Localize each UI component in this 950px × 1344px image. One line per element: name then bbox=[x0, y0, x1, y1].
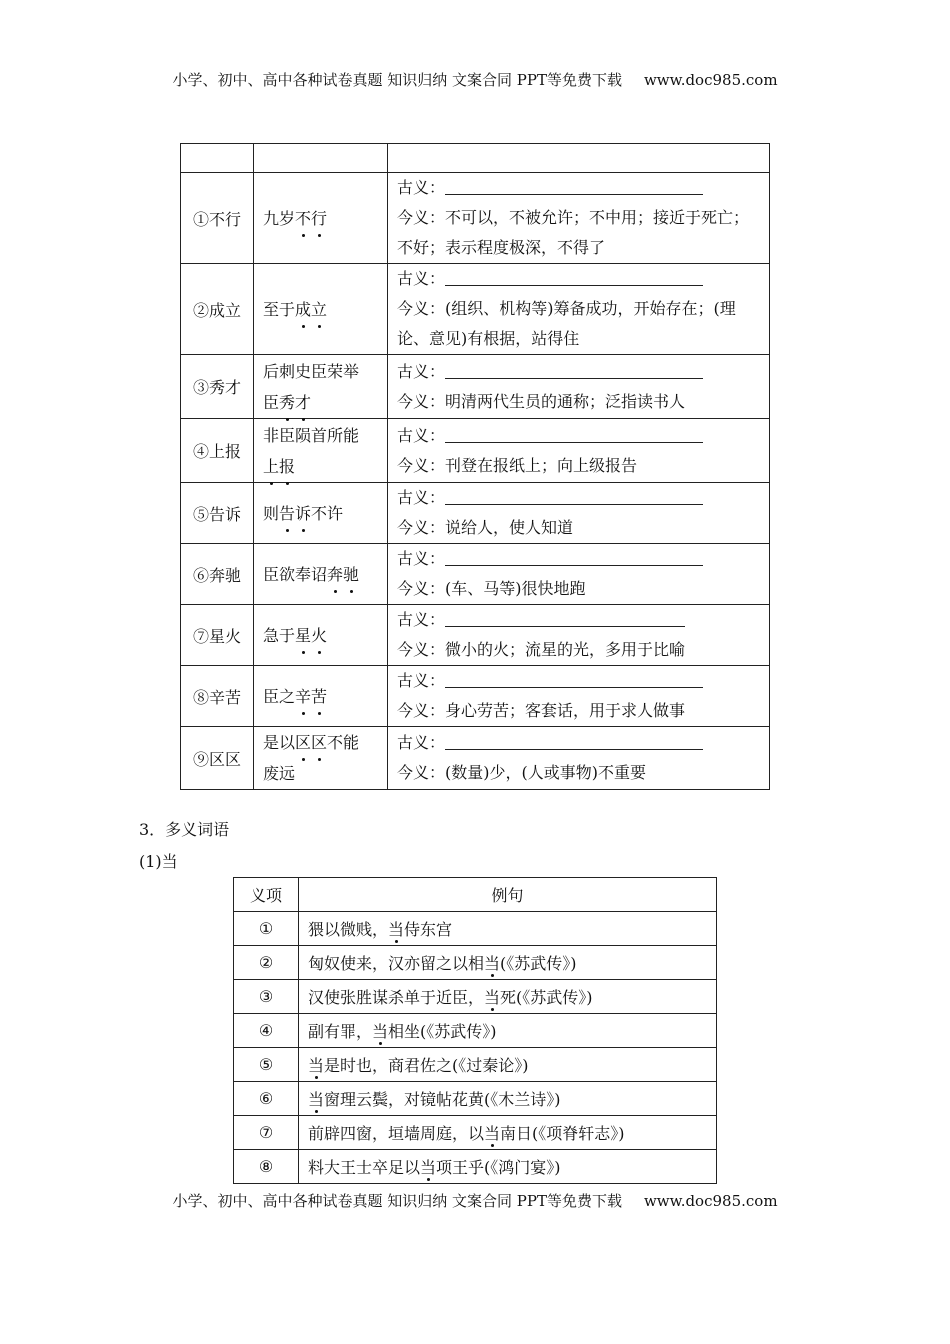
sentence-cell: 臣欲奉诏奔驰 bbox=[254, 544, 388, 605]
sentence-cell: 臣之辛苦 bbox=[254, 666, 388, 727]
sentence-cell: 急于星火 bbox=[254, 605, 388, 666]
section-title: 3．多义词语 bbox=[139, 820, 230, 839]
meaning-cell: 古义： 今义：不可以，不被允许；不中用；接近于死亡； 不好；表示程度极深，不得了 bbox=[388, 173, 770, 264]
word-cell: ①不行 bbox=[181, 173, 254, 264]
word-cell: ⑧辛苦 bbox=[181, 666, 254, 727]
gu-label: 古义： bbox=[397, 178, 446, 197]
word-cell: ⑦星火 bbox=[181, 605, 254, 666]
answer-blank[interactable] bbox=[445, 360, 703, 379]
table-row: ② 匈奴使来，汉亦留之以相当(《苏武传》) bbox=[234, 946, 717, 980]
table-row: ⑥ 当窗理云鬓，对镜帖花黄(《木兰诗》) bbox=[234, 1082, 717, 1116]
answer-blank[interactable] bbox=[445, 608, 685, 627]
sentence-cell: 非臣陨首所能 上报 bbox=[254, 419, 388, 483]
table-row bbox=[181, 605, 770, 666]
meaning-cell: 古义： 今义：(车、马等)很快地跑 bbox=[388, 544, 770, 605]
answer-blank[interactable] bbox=[445, 731, 703, 750]
ancient-modern-meaning-table bbox=[180, 143, 770, 790]
header-site: www.doc985.com bbox=[643, 71, 778, 89]
table-row: ③ 汉使张胜谋杀单于近臣，当死(《苏武传》) bbox=[234, 980, 717, 1014]
meaning-cell: 古义： 今义：(数量)少，(人或事物)不重要 bbox=[388, 727, 770, 790]
table-header-row bbox=[181, 144, 770, 173]
page-footer bbox=[0, 1190, 950, 1211]
table-header-row bbox=[234, 878, 717, 912]
word-cell: ②成立 bbox=[181, 264, 254, 355]
word-cell: ④上报 bbox=[181, 419, 254, 483]
meaning-cell: 古义： 今义：微小的火；流星的光，多用于比喻 bbox=[388, 605, 770, 666]
meaning-cell: 古义： 今义：明清两代生员的通称；泛指读书人 bbox=[388, 355, 770, 419]
table-row: ⑦ 前辟四窗，垣墙周庭，以当南日(《项脊轩志》) bbox=[234, 1116, 717, 1150]
answer-blank[interactable] bbox=[445, 669, 703, 688]
table-row bbox=[181, 483, 770, 544]
table-row: ⑧ 料大王士卒足以当项王乎(《鸿门宴》) bbox=[234, 1150, 717, 1184]
table-row bbox=[181, 666, 770, 727]
answer-blank[interactable] bbox=[445, 267, 703, 286]
table-row bbox=[181, 544, 770, 605]
meaning-cell: 古义： 今义：刊登在报纸上；向上级报告 bbox=[388, 419, 770, 483]
answer-blank[interactable] bbox=[445, 486, 703, 505]
header-text: 小学、初中、高中各种试卷真题 知识归纳 文案合同 PPT等免费下载 bbox=[172, 71, 622, 89]
answer-blank[interactable] bbox=[445, 424, 703, 443]
answer-blank[interactable] bbox=[445, 547, 703, 566]
word-cell: ⑤告诉 bbox=[181, 483, 254, 544]
sentence-cell: 至于成立 bbox=[254, 264, 388, 355]
table-row: ① 猥以微贱，当侍东宫 bbox=[234, 912, 717, 946]
word-cell: ③秀才 bbox=[181, 355, 254, 419]
polysemy-dang-table bbox=[233, 877, 717, 1184]
table-row bbox=[181, 264, 770, 355]
subsection-title: (1)当 bbox=[139, 852, 178, 871]
table-row: ④ 副有罪，当相坐(《苏武传》) bbox=[234, 1014, 717, 1048]
sentence-cell: 是以区区不能 废远 bbox=[254, 727, 388, 790]
table-row bbox=[181, 173, 770, 264]
table-row bbox=[181, 727, 770, 790]
meaning-cell: 古义： 今义：说给人，使人知道 bbox=[388, 483, 770, 544]
meaning-cell: 古义： 今义：(组织、机构等)筹备成功，开始存在；(理 论、意见)有根据，站得住 bbox=[388, 264, 770, 355]
table-row bbox=[181, 419, 770, 483]
table-row: ⑤ 当是时也，商君佐之(《过秦论》) bbox=[234, 1048, 717, 1082]
meaning-cell: 古义： 今义：身心劳苦；客套话，用于求人做事 bbox=[388, 666, 770, 727]
footer-site: www.doc985.com bbox=[643, 1192, 778, 1210]
sentence-cell: 九岁不行 bbox=[254, 173, 388, 264]
table-row bbox=[181, 355, 770, 419]
page-header bbox=[0, 69, 950, 90]
word-cell: ⑥奔驰 bbox=[181, 544, 254, 605]
sentence-cell: 则告诉不许 bbox=[254, 483, 388, 544]
answer-blank[interactable] bbox=[445, 176, 703, 195]
column-header: 例句 bbox=[299, 878, 717, 912]
column-header: 义项 bbox=[234, 878, 299, 912]
word-cell: ⑨区区 bbox=[181, 727, 254, 790]
sentence-cell: 后刺史臣荣举 臣秀才 bbox=[254, 355, 388, 419]
footer-text: 小学、初中、高中各种试卷真题 知识归纳 文案合同 PPT等免费下载 bbox=[172, 1192, 622, 1210]
